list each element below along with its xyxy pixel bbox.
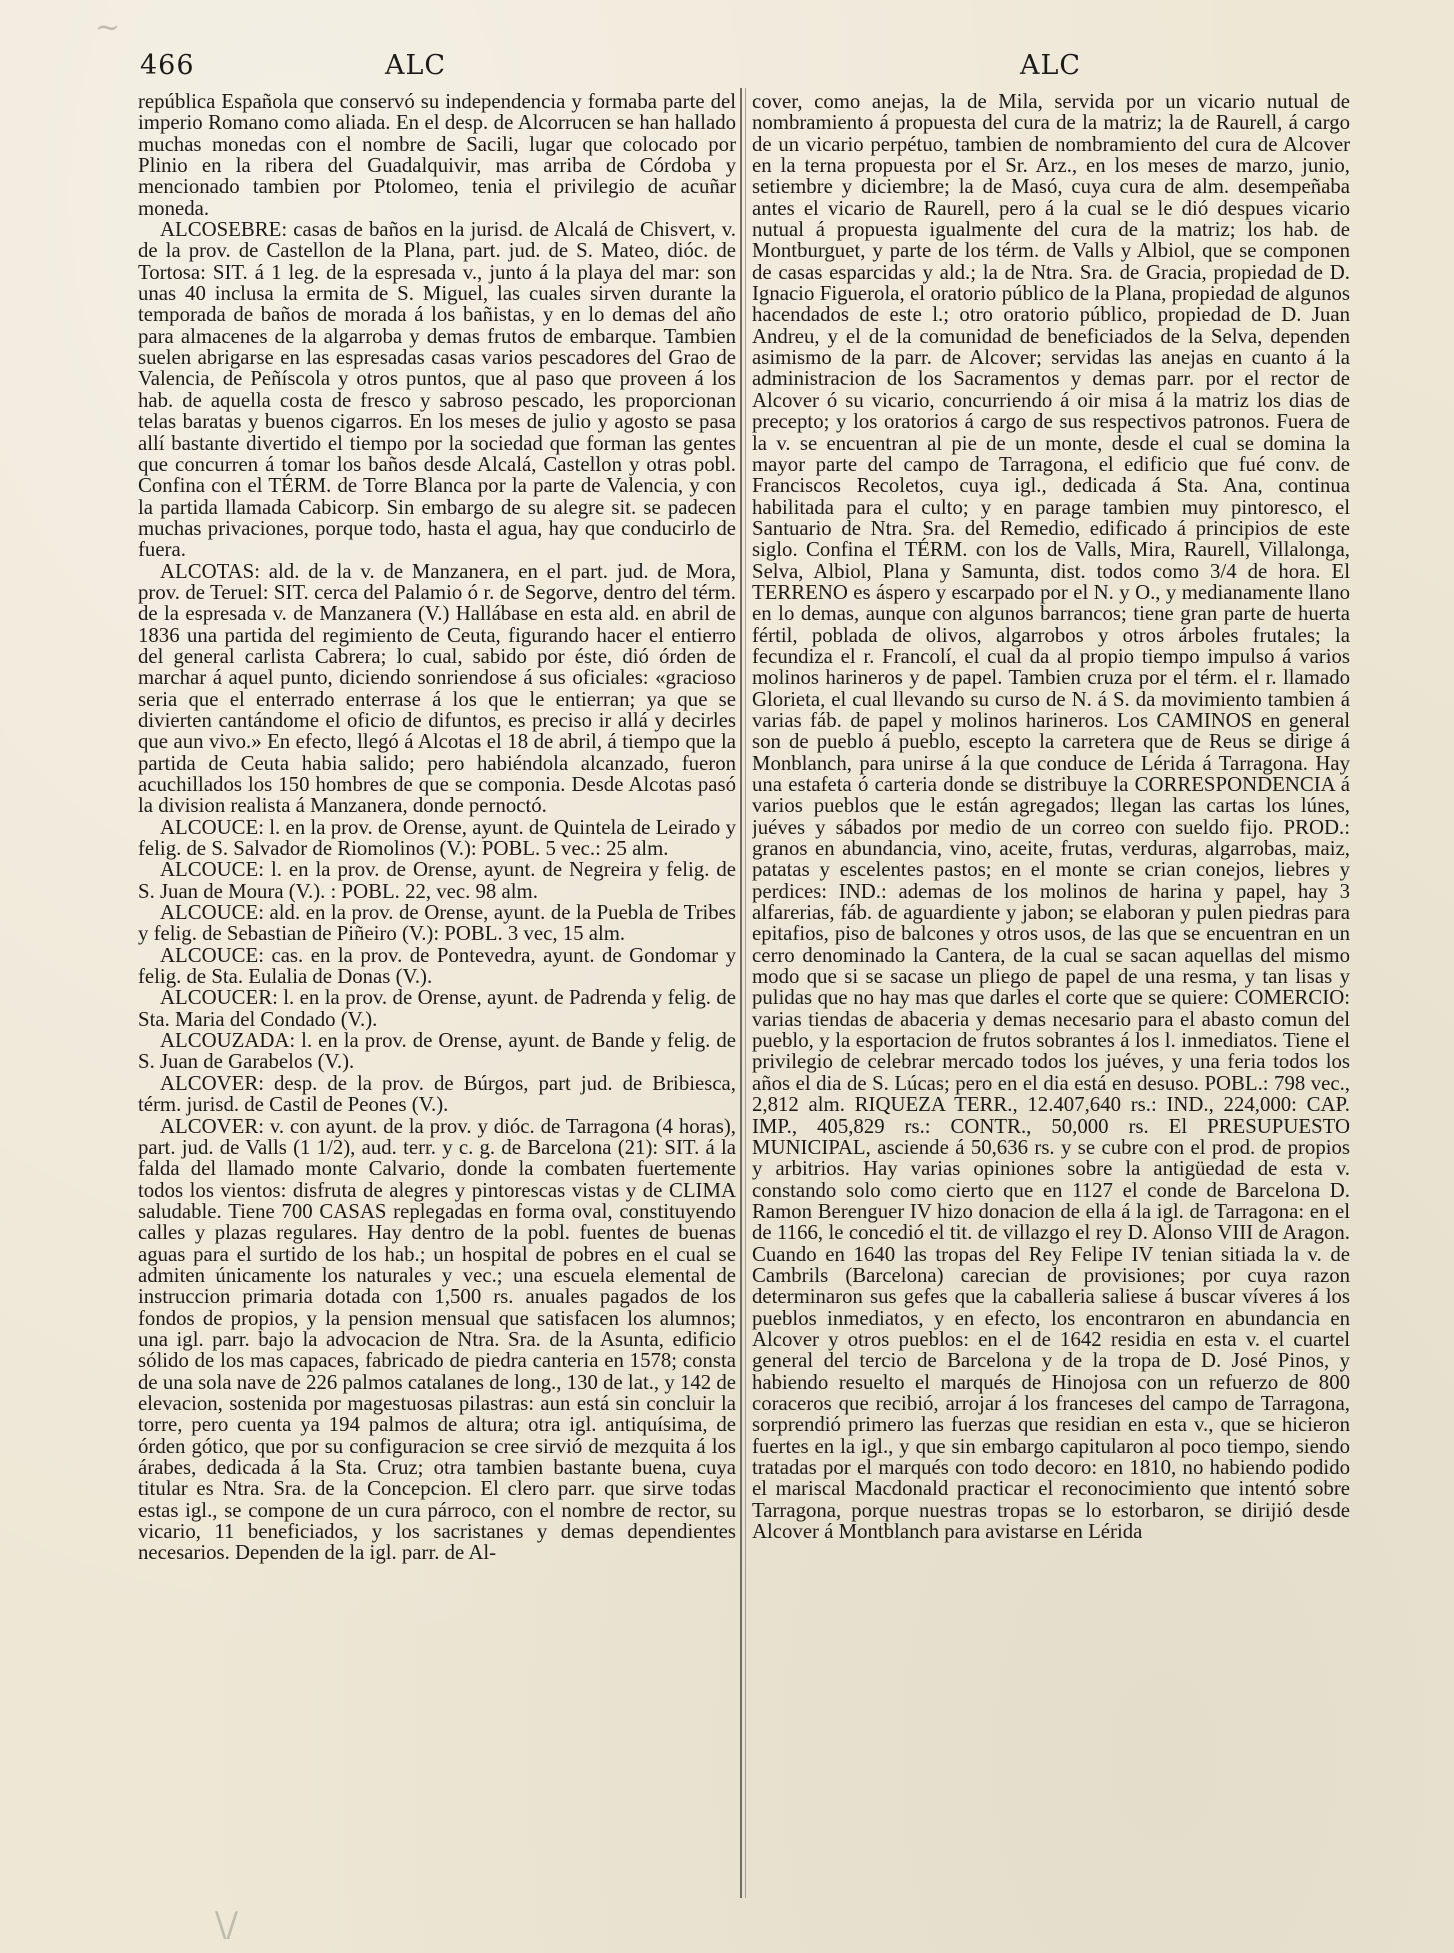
bottom-ink-mark: \/ xyxy=(215,1905,238,1945)
entry-alcouce-3: ALCOUCE: ald. en la prov. de Orense, ayunt. de la Puebla de Tribes y felig. de Sebastian de Piñeiro (V.): POBL. 3 vec, 15 alm. xyxy=(138,901,736,946)
page-number: 466 xyxy=(140,50,195,81)
column-divider-inner xyxy=(745,88,746,1898)
entry-alcover-desp: ALCOVER: desp. de la prov. de Búrgos, part jud. de Bribiesca, térm. jurisd. de Castil de Peones (V.). xyxy=(138,1071,736,1117)
entry-alcouce-4: ALCOUCE: cas. en la prov. de Pontevedra, ayunt. de Gondomar y felig. de Sta. Eulalia de Donas (V.). xyxy=(138,943,736,989)
entry-alcoucer: ALCOUCER: l. en la prov. de Orense, ayunt. de Padrenda y felig. de Sta. Maria del Condado (V.). xyxy=(138,986,736,1031)
entry-alcouce-1: ALCOUCE: l. en la prov. de Orense, ayunt. de Quintela de Leirado y felig. de S. Salvador de Riomolinos (V.): POBL. 5 vec.: 25 alm. xyxy=(138,815,736,861)
page-header xyxy=(140,50,1340,90)
left-running-head: ALC xyxy=(385,50,447,81)
entry-alcosebre: ALCOSEBRE: casas de baños en la jurisd. de Alcalá de Chisvert, v. de la prov. de Castellon de la Plana, part. jud. de S. Mateo, dióc. de Tortosa: SIT. á 1 leg. de la espresada v., junto á la playa del mar: son unas 40 inclusa la ermita de S. Miguel, las cuales sirven durante la temporada de baños de morada á los bañistas, y en lo demas del año para almacenes de la algarroba y demas frutos de embarque. Tambien suelen abrigarse en las espresadas casas varios pescadores del Grao de Valencia, de Peñíscola y otros puntos, que al paso que proveen á los hab. de aquella costa de fresco y sabroso pescado, les proporcionan telas baratas y buenos cigarros. En los meses de julio y agosto se pasa allí bastante divertido el tiempo por la sociedad que forman las gentes que concurren á tomar los baños desde Alcalá, Castellon y otras pobl. Confina con el TÉRM. de Torre Blanca por la parte de Valencia, y con la partida llamada Cabicorp. Sin embargo de su alegre sit. se padecen muchas privaciones, porque todo, hasta el agua, hay que conducirlo de fuera. xyxy=(138,218,736,562)
left-column xyxy=(138,91,736,1886)
right-column xyxy=(752,91,1350,1886)
entry-alcover-villa: ALCOVER: v. con ayunt. de la prov. y dióc. de Tarragona (4 horas), part. jud. de Valls (1 1/2), aud. terr. y c. g. de Barcelona (21): SIT. á la falda del llamado monte Calvario, donde la combaten fuertemente todos los vientos: disfruta de alegres y pintorescas vistas y de CLIMA saludable. Tiene 700 CASAS replegadas en forma oval, constituyendo calles y plazas regulares. Hay dentro de la pobl. fuentes de buenas aguas para el surtido de los hab.; un hospital de pobres en el cual se admiten únicamente los naturales y vec.; una escuela elemental de instruccion primaria dotada con 1,500 rs. anuales pagados de los fondos de propios, y la pension mensual que satisfacen los alumnos; una igl. parr. bajo la advocacion de Ntra. Sra. de la Asunta, edificio sólido de los mas capaces, fabricado de piedra canteria en 1578; consta de una sola nave de 226 palmos catalanes de long., 130 de lat., y 142 de elevacion, sostenida por magestuosas pilastras: aun está sin concluir la torre, pero cuenta ya 194 palmos de altura; otra igl. antiquísima, de órden gótico, que por su configuracion se cree sirvió de mezquita á los árabes, dedicada á la Sta. Cruz; otra tambien bastante buena, cuya titular es Ntra. Sra. de la Concepcion. El clero parr. que sirve todas estas igl., se compone de un cura párroco, con el nombre de rector, su vicario, 11 beneficiados, y los sacristanes y demas dependientes necesarios. Dependen de la igl. parr. de Al- xyxy=(138,1114,736,1565)
entry-alcouce-2: ALCOUCE: l. en la prov. de Orense, ayunt. de Negreira y felig. de S. Juan de Moura (V.). : POBL. 22, vec. 98 alm. xyxy=(138,858,736,903)
entry-alcouzada: ALCOUZADA: l. en la prov. de Orense, ayunt. de Bande y felig. de S. Juan de Garabelos (V.). xyxy=(138,1029,736,1074)
entry-alcotas: ALCOTAS: ald. de la v. de Manzanera, en el part. jud. de Mora, prov. de Teruel: SIT. cerca del Palamio ó r. de Segorve, dentro del térm. de la espresada v. de Manzanera (V.) Hallábase en esta ald. en abril de 1836 una partida del regimiento de Ceuta, figurando hacer el entierro del general carlista Cabrera; lo cual, sabido por éste, dió órden de marchar á aquel punto, diciendo sonriendose á sus oficiales: «gracioso seria que el enterrado enterrase á los que le entierran; ya que se divierten cantándome el oficio de difuntos, es preciso ir allá y decirles que aun vivo.» En efecto, llegó á Alcotas el 18 de abril, á tiempo que la partida de Ceuta habia salido; pero habiéndola alcanzado, fueron acuchillados los 150 hombres de que se componia. Desde Alcotas pasó la division realista á Manzanera, donde pernoctó. xyxy=(138,559,736,818)
ink-smudge: ~ xyxy=(95,10,121,45)
entry-alcover-continued: cover, como anejas, la de Mila, servida por un vicario nutual de nombramiento á propuesta del cura de la matriz; la de Raurell, á cargo de un vicario perpétuo, tambien de nombramiento del cura de Alcover en la terna propuesta por el Sr. Arz., en los meses de marzo, junio, setiembre y diciembre; la de Masó, cuya cura de alm. desempeñaba antes el vicario de Raurell, pero á la cual se le dió despues vicario nutual á propuesta igualmente del cura de la matriz; los hab. de Montburguet, y parte de los térm. de Valls y Albiol, que se componen de casas esparcidas y ald.; la de Ntra. Sra. de Gracia, propiedad de D. Ignacio Figuerola, el oratorio público de la Plana, propiedad de algunos hacendados de este l.; otro oratorio público, propiedad de D. Juan Andreu, y el de la comunidad de beneficiados de la Selva, dependen asimismo de la parr. de Alcover; servidas las anejas en cuanto á la administracion de los Sacramentos y demas parr. por el rector de Alcover ó su vicario, concurriendo á oir misa á la matriz los dias de precepto; y los oratorios á cargo de sus respectivos patronos. Fuera de la v. se encuentran al pie de un monte, desde el cual se domina la mayor parte del campo de Tarragona, el edificio que fué conv. de Franciscos Recoletos, cuya igl., dedicada á Sta. Ana, continua habilitada para el culto; y en parage tambien muy pintoresco, el Santuario de Ntra. Sra. del Remedio, edificado á principios de este siglo. Confina el TÉRM. con los de Valls, Mira, Raurell, Villalonga, Selva, Albiol, Plana y Samunta, dist. todos como 3/4 de hora. El TERRENO es áspero y escarpado por el N. y O., y medianamente llano en lo demas, aunque con algunos barrancos; tiene gran parte de huerta fértil, poblada de olivos, algarrobos y otros árboles frutales; la fecundiza el r. Francolí, el cual da al propio tiempo impulso á varios molinos harineros y de papel. Tambien cruza por el térm. el r. llamado Glorieta, el cual llevando su curso de N. á S. da movimiento tambien á varias fáb. de papel y molinos harineros. Los CAMINOS en general son de pueblo á pueblo, escepto la carretera que de Reus se dirige á Monblanch, para unirse á la que conduce de Lérida á Tarragona. Hay una estafeta ó carteria donde se distribuye la CORRESPONDENCIA á varios pueblos que le están agregados; llegan las cartas los lúnes, juéves y sábados por medio de un correo con sueldo fijo. PROD.: granos en abundancia, vino, aceite, frutas, verduras, algarrobas, maiz, patatas y escelentes pastos; en el monte se crian conejos, liebres y perdices: IND.: ademas de los molinos de harina y papel, hay 3 alfarerias, fáb. de aguardiente y jabon; se elaboran y pulen piedras para epitafios, piso de balcones y otros usos, de las que se encuentran en un cerro denominado la Cantera, de la cual se sacan aquellas del mismo modo que si se sacase un pliego de papel de una resma, y tan lisas y pulidas que no hay mas que darles el corte que se quiere: COMERCIO: varias tiendas de abaceria y demas necesario para el abasto comun del pueblo, y la esportacion de frutos sobrantes á los l. inmediatos. Tiene el privilegio de celebrar mercado todos los juéves, y una feria todos los años el dia de S. Lúcas; pero en el dia está en desuso. POBL.: 798 vec., 2,812 alm. RIQUEZA TERR., 12.407,640 rs.: IND., 224,000: CAP. IMP., 405,829 rs.: CONTR., 50,000 rs. El PRESUPUESTO MUNICIPAL, asciende á 50,636 rs. y se cubre con el prod. de propios y arbitrios. Hay varias opiniones sobre la antigüedad de esta v. constando solo como cierto que en 1127 el conde de Barcelona D. Ramon Berenguer IV hizo donacion de ella á la igl. de Tarragona: en el de 1166, le concedió el tit. de villazgo el rey D. Alonso VIII de Aragon. Cuando en 1640 las tropas del Rey Felipe IV tenian sitiada la v. de Cambrils (Barcelona) carecian de provisiones; por cuya razon determinaron sus gefes que la caballeria saliese á buscar víveres á los pueblos inmediatos, y en efecto, los encontraron en abundancia en Alcover y otros pueblos: en el de 1642 residia en esta v. el cuartel general del tercio de Barcelona y de la tropa de D. José Pinos, y habiendo resuelto el marqués de Hinojosa con un refuerzo de 800 coraceros que recibió, arrojar á los franceses del campo de Tarragona, sorprendió primero las fuerzas que residian en esta v., que se hicieron fuertes en la igl., y que sin embargo capitularon al poco tiempo, siendo tratadas por el marqués con todo decoro: en 1810, no habiendo podido el mariscal Macdonald practicar el reconocimiento que intentó sobre Tarragona, porque nuestras tropas se lo estorbaron, se dirijió desde Alcover á Montblanch para avistarse en Lérida xyxy=(752,91,1350,1544)
right-running-head: ALC xyxy=(1020,50,1082,81)
paragraph-continuation: república Española que conservó su independencia y formaba parte del imperio Romano como aliada. En el desp. de Alcorrucen se han hallado muchas monedas con el nombre de Sacili, lugar que colocado por Plinio en la ribera del Guadalquivir, mas arriba de Córdoba y mencionado tambien por Ptolomeo, tenia el privilegio de acuñar moneda. xyxy=(138,91,736,220)
column-divider xyxy=(740,88,742,1898)
